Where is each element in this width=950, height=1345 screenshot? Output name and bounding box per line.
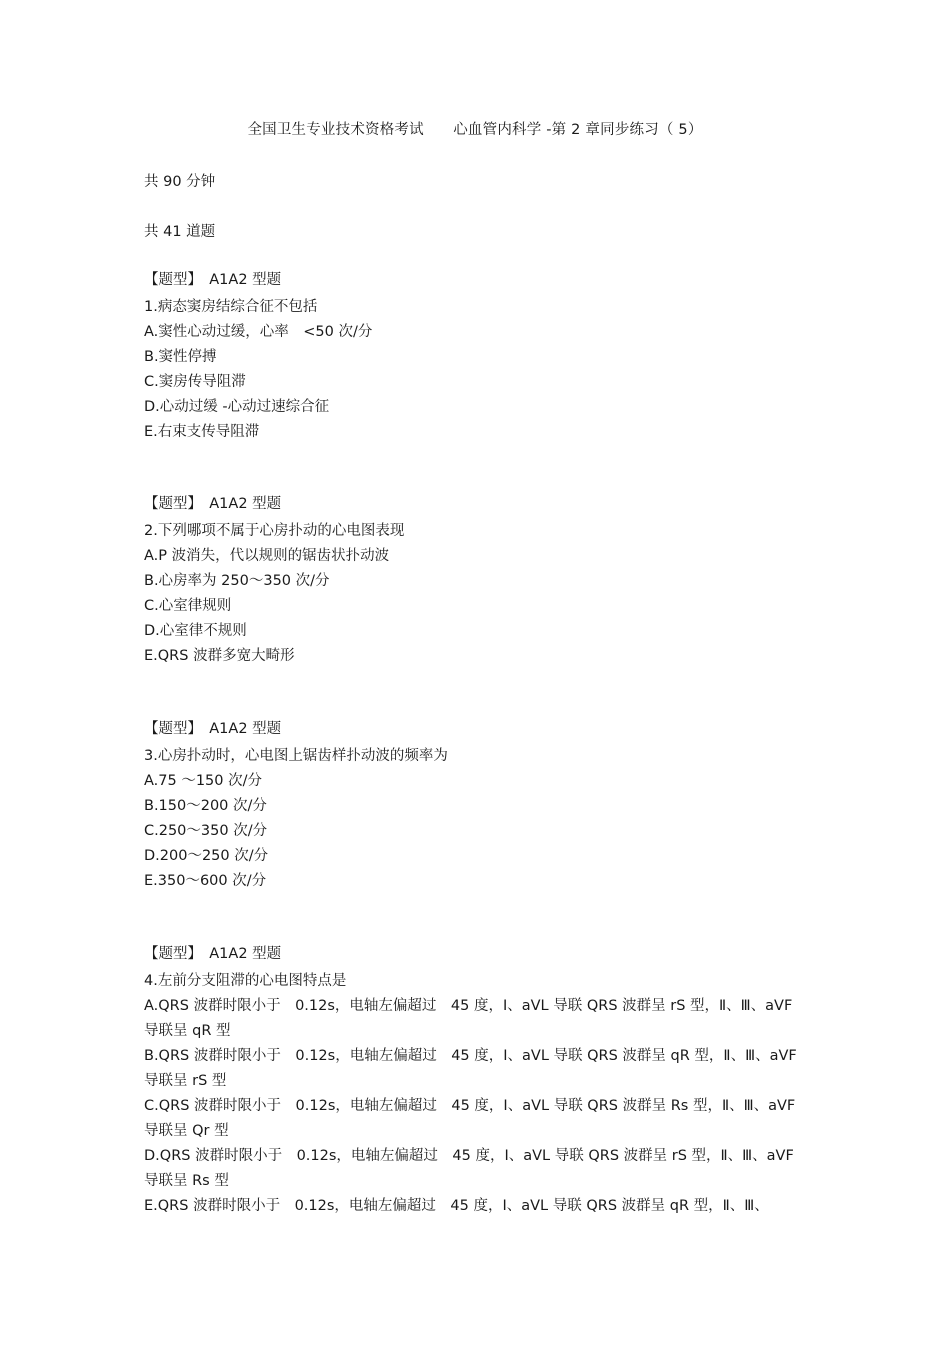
question-stem: 3.心房扑动时，心电图上锯齿样扑动波的频率为 — [144, 748, 448, 764]
option-b: B.QRS 波群时限小于 0.12s，电轴左偏超过 45 度，Ⅰ、aVL 导联 QRS 波群呈 qR 型，Ⅱ、Ⅲ、aVF 导联呈 rS 型 — [144, 1048, 797, 1089]
question-2 — [144, 492, 809, 669]
question-stem: 2.下列哪项不属于心房扑动的心电图表现 — [144, 523, 405, 539]
exam-duration: 共 90 分钟 — [144, 174, 216, 190]
question-3 — [144, 717, 809, 894]
question-type: 【题型】 A1A2 型题 — [144, 946, 282, 962]
option-b: B.窦性停搏 — [144, 349, 217, 365]
question-1 — [144, 268, 809, 445]
option-c: C.QRS 波群时限小于 0.12s，电轴左偏超过 45 度，Ⅰ、aVL 导联 QRS 波群呈 Rs 型，Ⅱ、Ⅲ、aVF 导联呈 Qr 型 — [144, 1098, 796, 1139]
question-count: 共 41 道题 — [144, 224, 216, 240]
option-c: C.心室律规则 — [144, 598, 232, 614]
option-c: C.250～350 次/分 — [144, 823, 268, 839]
option-d: D.心室律不规则 — [144, 623, 247, 639]
question-stem: 4.左前分支阻滞的心电图特点是 — [144, 973, 347, 989]
option-e: E.QRS 波群时限小于 0.12s，电轴左偏超过 45 度，Ⅰ、aVL 导联 QRS 波群呈 qR 型，Ⅱ、Ⅲ、 — [144, 1198, 769, 1214]
option-e: E.右束支传导阻滞 — [144, 424, 260, 440]
option-a: A.P 波消失，代以规则的锯齿状扑动波 — [144, 548, 390, 564]
question-type: 【题型】 A1A2 型题 — [144, 496, 282, 512]
option-d: D.QRS 波群时限小于 0.12s，电轴左偏超过 45 度，Ⅰ、aVL 导联 QRS 波群呈 rS 型，Ⅱ、Ⅲ、aVF 导联呈 Rs 型 — [144, 1148, 794, 1189]
question-4 — [144, 942, 809, 1219]
option-c: C.窦房传导阻滞 — [144, 374, 246, 390]
option-b: B.150～200 次/分 — [144, 798, 267, 814]
option-b: B.心房率为 250～350 次/分 — [144, 573, 330, 589]
question-type: 【题型】 A1A2 型题 — [144, 721, 282, 737]
option-a: A.75 ～150 次/分 — [144, 773, 263, 789]
option-d: D.心动过缓 -心动过速综合征 — [144, 399, 330, 415]
option-e: E.QRS 波群多宽大畸形 — [144, 648, 295, 664]
question-type: 【题型】 A1A2 型题 — [144, 272, 282, 288]
option-a: A.QRS 波群时限小于 0.12s，电轴左偏超过 45 度，Ⅰ、aVL 导联 QRS 波群呈 rS 型，Ⅱ、Ⅲ、aVF 导联呈 qR 型 — [144, 998, 793, 1039]
option-d: D.200～250 次/分 — [144, 848, 269, 864]
option-e: E.350～600 次/分 — [144, 873, 267, 889]
document-title: 全国卫生专业技术资格考试 心血管内科学 -第 2 章同步练习（ 5） — [247, 122, 703, 138]
option-a: A.窦性心动过缓，心率 <50 次/分 — [144, 324, 373, 340]
question-stem: 1.病态窦房结综合征不包括 — [144, 299, 318, 315]
